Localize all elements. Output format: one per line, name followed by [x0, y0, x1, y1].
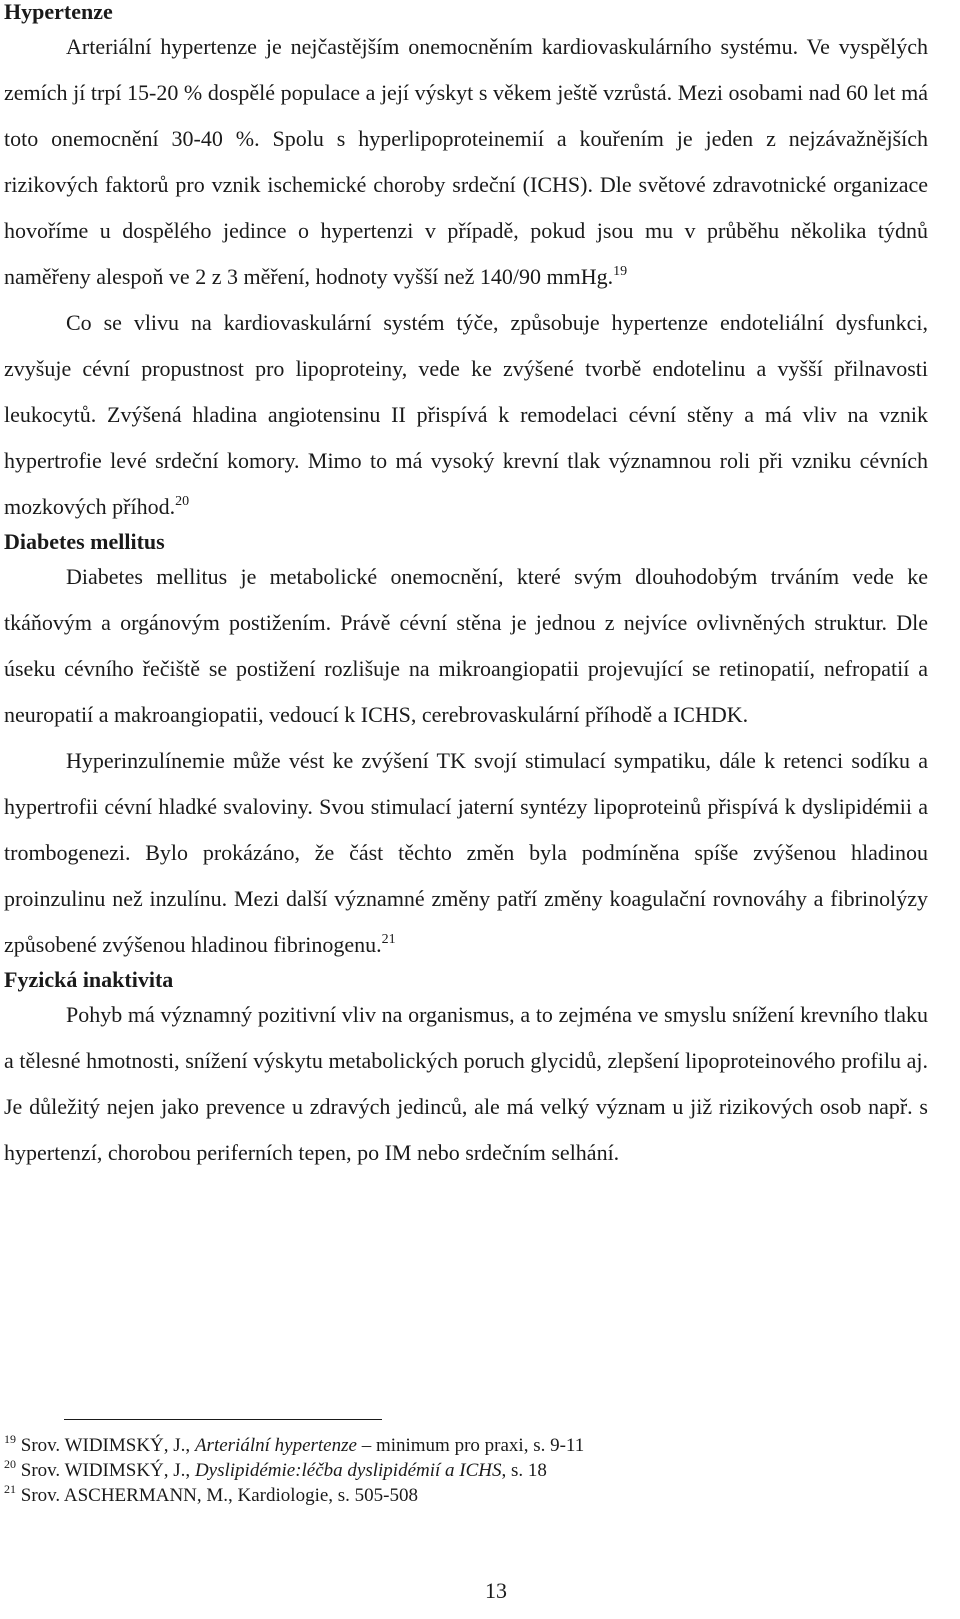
- footnotes: [4, 1433, 584, 1508]
- footnote-text: , s. 18: [501, 1460, 547, 1481]
- footnote-title: Arteriální hypertenze: [194, 1435, 357, 1456]
- paragraph-text: Hyperinzulínemie může vést ke zvýšení TK svojí stimulací sympatiku, dále k retenci sodíku a hypertrofii cévní hladké svaloviny. Svou stimulací jaterní syntézy lipoproteinů přispívá k dyslipidémii a trombogenezi. Bylo prokázáno, že část těchto změn byla podmíněna spíše zvýšenou hladinou proinzulinu než inzulínu. Mezi další významné změny patří změny koagulační rovnováhy a fibrinolýzy způsobené zvýšenou hladinou fibrinogenu.: [4, 748, 928, 957]
- footnote-text: Srov. WIDIMSKÝ, J.,: [20, 1460, 195, 1481]
- page-number: 13: [485, 1578, 507, 1603]
- footnote-ref[interactable]: 21: [381, 932, 396, 947]
- section-heading-hypertenze: Hypertenze: [4, 0, 113, 24]
- footnote-number: 20: [4, 1457, 16, 1471]
- footnote-divider: [64, 1419, 382, 1420]
- paragraph: [4, 992, 928, 1176]
- paragraph: [4, 300, 928, 530]
- paragraph-text: Diabetes mellitus je metabolické onemocnění, které svým dlouhodobým trváním vede ke tkáňovým a orgánovým postižením. Právě cévní stěna je jednou z nejvíce ovlivněných struktur. Dle úseku cévního řečiště se postižení rozlišuje na mikroangiopatii projevující se retinopatií, nefropatií a neuropatií a makroangiopatii, vedoucí k ICHS, cerebrovaskulární příhodě a ICHDK.: [4, 564, 928, 727]
- paragraph-text: Pohyb má významný pozitivní vliv na organismus, a to zejména ve smyslu snížení krevního tlaku a tělesné hmotnosti, snížení výskytu metabolických poruch glycidů, zlepšení lipoproteinového profilu aj. Je důležitý nejen jako prevence u zdravých jedinců, ale má velký význam u již rizikových osob např. s hypertenzí, chorobou periferních tepen, po IM nebo srdečním selhání.: [4, 1002, 928, 1165]
- paragraph: [4, 554, 928, 738]
- footnote: [4, 1433, 584, 1458]
- footnote-title: Dyslipidémie:léčba dyslipidémií a ICHS: [194, 1460, 502, 1481]
- paragraph-text: Arteriální hypertenze je nejčastějším onemocněním kardiovaskulárního systému. Ve vyspělých zemích jí trpí 15-20 % dospělé populace a její výskyt s věkem ještě vzrůstá. Mezi osobami nad 60 let má toto onemocnění 30-40 %. Spolu s hyperlipoproteinemií a kouřením je jeden z nejzávažnějších rizikových faktorů pro vznik ischemické choroby srdeční (ICHS). Dle světové zdravotnické organizace hovoříme u dospělého jedince o hypertenzi v případě, pokud jsou mu v průběhu několika týdnů naměřeny alespoň ve 2 z 3 měření, hodnoty vyšší než 140/90 mmHg.: [4, 34, 928, 289]
- footnote-number: 19: [4, 1432, 16, 1446]
- footnote: [4, 1458, 584, 1483]
- paragraph: [4, 24, 928, 300]
- footnote: [4, 1483, 584, 1508]
- footnote-ref[interactable]: 20: [175, 494, 190, 509]
- section-heading-fyzicka-inaktivita: Fyzická inaktivita: [4, 967, 174, 992]
- footnote-text: Srov. WIDIMSKÝ, J.,: [20, 1435, 195, 1456]
- footnote-number: 21: [4, 1482, 16, 1496]
- footnote-ref[interactable]: 19: [613, 264, 628, 279]
- paragraph-text: Co se vlivu na kardiovaskulární systém týče, způsobuje hypertenze endoteliální dysfunkci, zvyšuje cévní propustnost pro lipoproteiny, vede ke zvýšené tvorbě endotelinu a vyšší přilnavosti leukocytů. Zvýšená hladina angiotensinu II přispívá k remodelaci cévní stěny a má vliv na vznik hypertrofie levé srdeční komory. Mimo to má vysoký krevní tlak významnou roli při vzniku cévních mozkových příhod.: [4, 310, 928, 519]
- footnote-text: – minimum pro praxi, s. 9-11: [356, 1435, 585, 1456]
- footnote-text: Srov. ASCHERMANN, M., Kardiologie, s. 505-508: [20, 1485, 418, 1506]
- section-heading-diabetes: Diabetes mellitus: [4, 529, 165, 554]
- paragraph: [4, 738, 928, 968]
